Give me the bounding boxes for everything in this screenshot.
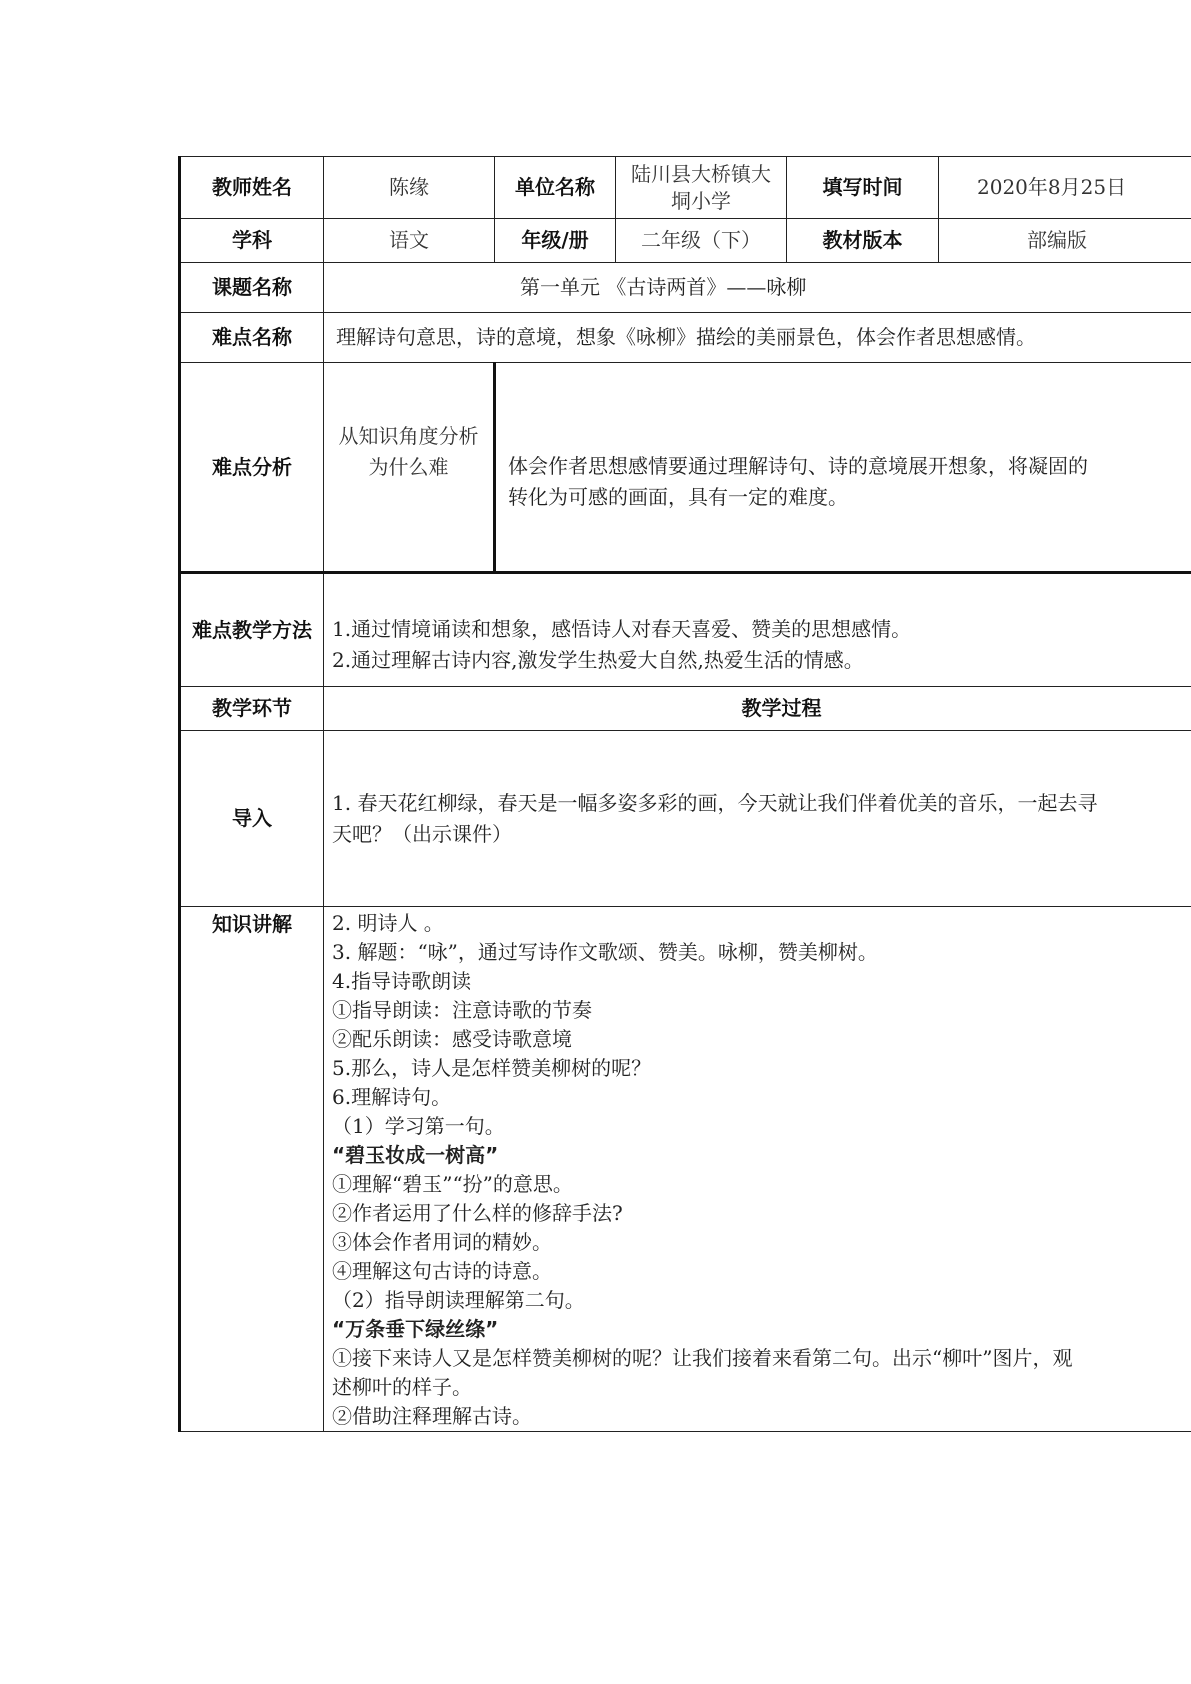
process-column-header: 教学过程 xyxy=(324,687,1191,731)
difficulty-value: 理解诗句意思，诗的意境，想象《咏柳》描绘的美丽景色，体会作者思想感情。 xyxy=(324,313,1191,363)
knowledge-line: ①接下来诗人又是怎样赞美柳树的呢？让我们接着来看第二句。出示“柳叶”图片，观 xyxy=(332,1346,1073,1370)
edition-value: 部编版 xyxy=(939,219,1191,263)
method-label: 难点教学方法 xyxy=(180,573,324,687)
intro-label: 导入 xyxy=(180,731,324,907)
intro-line-1: 1. 春天花红柳绿，春天是一幅多姿多彩的画，今天就让我们伴着优美的音乐，一起去寻 xyxy=(332,790,1098,815)
knowledge-line: 4.指导诗歌朗读 xyxy=(332,969,472,993)
teacher-name-value: 陈缘 xyxy=(324,157,495,219)
knowledge-line: 5.那么，诗人是怎样赞美柳树的呢？ xyxy=(332,1056,652,1080)
subject-value: 语文 xyxy=(324,219,495,263)
method-value xyxy=(324,573,1191,687)
difficulty-label: 难点名称 xyxy=(180,313,324,363)
edition-label: 教材版本 xyxy=(787,219,939,263)
row-topic xyxy=(180,263,1191,313)
topic-label: 课题名称 xyxy=(180,263,324,313)
row-intro xyxy=(180,731,1191,907)
lesson-plan-table xyxy=(178,156,1191,1432)
knowledge-line: 2. 明诗人 。 xyxy=(332,911,444,935)
analysis-sub-label-line1: 从知识角度分析 xyxy=(338,424,479,448)
poem-line-2: “万条垂下绿丝绦” xyxy=(332,1317,499,1341)
analysis-value-line2: 转化为可感的画面，具有一定的难度。 xyxy=(508,485,848,509)
analysis-value-line1: 体会作者思想感情要通过理解诗句、诗的意境展开想象，将凝固的 xyxy=(508,454,1088,478)
knowledge-value xyxy=(324,907,1191,1432)
knowledge-line: （1）学习第一句。 xyxy=(332,1114,505,1138)
intro-value xyxy=(324,731,1191,907)
row-method xyxy=(180,573,1191,687)
row-analysis xyxy=(180,363,1191,573)
knowledge-line: ①指导朗读：注意诗歌的节奏 xyxy=(332,998,592,1022)
analysis-sub-label-line2: 为什么难 xyxy=(368,455,449,479)
fill-date-value: 2020年8月25日 xyxy=(939,157,1191,219)
lesson-plan-sheet xyxy=(178,156,1191,1530)
knowledge-line: ②借助注释理解古诗。 xyxy=(332,1404,532,1428)
analysis-value xyxy=(495,378,1191,588)
subject-label: 学科 xyxy=(180,219,324,263)
knowledge-label: 知识讲解 xyxy=(180,907,324,1432)
knowledge-line: ①理解“碧玉”“扮”的意思。 xyxy=(332,1172,573,1196)
intro-line-2: 天吧？（出示课件） xyxy=(332,821,512,846)
method-line-1: 1.通过情境诵读和想象，感悟诗人对春天喜爱、赞美的思想感情。 xyxy=(332,617,912,641)
unit-name-label: 单位名称 xyxy=(495,157,616,219)
knowledge-line: ④理解这句古诗的诗意。 xyxy=(332,1259,552,1283)
poem-line-1: “碧玉妆成一树高” xyxy=(332,1143,499,1167)
knowledge-line: ③体会作者用词的精妙。 xyxy=(332,1230,552,1254)
step-column-header: 教学环节 xyxy=(180,687,324,731)
grade-value: 二年级（下） xyxy=(616,219,787,263)
grade-label: 年级/册 xyxy=(495,219,616,263)
analysis-label: 难点分析 xyxy=(180,363,324,573)
analysis-sub-label xyxy=(324,348,495,558)
knowledge-line: 6.理解诗句。 xyxy=(332,1085,452,1109)
method-line-2: 2.通过理解古诗内容,激发学生热爱大自然,热爱生活的情感。 xyxy=(332,648,864,672)
knowledge-line: ②作者运用了什么样的修辞手法? xyxy=(332,1201,623,1225)
knowledge-line: 述柳叶的样子。 xyxy=(332,1375,472,1399)
knowledge-line: 3. 解题：“咏”，通过写诗作文歌颂、赞美。咏柳，赞美柳树。 xyxy=(332,940,878,964)
row-subject-info xyxy=(180,219,1191,263)
row-knowledge xyxy=(180,907,1191,1432)
knowledge-line: ②配乐朗读：感受诗歌意境 xyxy=(332,1027,572,1051)
topic-value: 第一单元 《古诗两首》——咏柳 xyxy=(324,263,1191,313)
knowledge-line: （2）指导朗读理解第二句。 xyxy=(332,1288,585,1312)
unit-name-value: 陆川县大桥镇大垌小学 xyxy=(616,157,787,219)
row-process-header xyxy=(180,687,1191,731)
row-teacher-info xyxy=(180,157,1191,219)
fill-date-label: 填写时间 xyxy=(787,157,939,219)
teacher-name-label: 教师姓名 xyxy=(180,157,324,219)
